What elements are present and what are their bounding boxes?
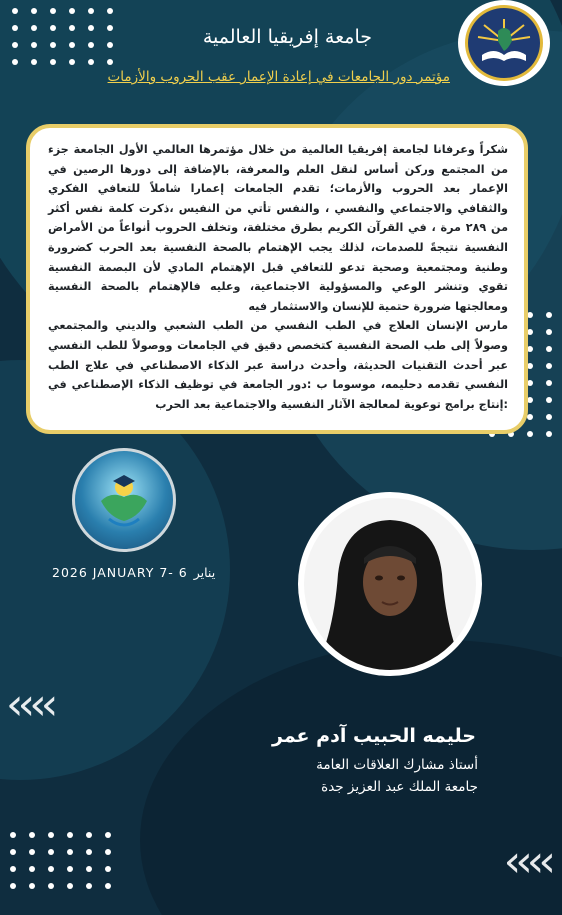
hands-graduate-badge-icon bbox=[72, 448, 176, 552]
statement-card bbox=[26, 124, 528, 434]
speaker-organization: جامعة الملك عبد العزيز جدة bbox=[321, 779, 478, 795]
conference-title: مؤتمر دور الجامعات في إعادة الإعمار عقب الحروب والأزمات bbox=[107, 69, 450, 85]
event-date bbox=[52, 565, 215, 580]
speaker-name: حليمه الحبيب آدم عمر bbox=[272, 725, 476, 747]
statement-paragraph: مارس الإنسان العلاج في الطب النفسي من الطب الشعبي والديني والمجتمعي وصولاً إلى طب الصحة النفسية كتخصص دقيق في الجامعات ووصولاً للطب النفسي عبر أحدث التقنيات الحديثة، وأحدث دراسة عبر الذكاء الاصطناعي في علاج الطب النفسي تقدمه دحليمه، موسوما ب :دور الجامعة في توظيف الذكاء الإصطناعي في :إنتاج برامج توعوية لمعالجة الآثار النفسية والاجتماعية بعد الحرب bbox=[48, 319, 508, 411]
dot-pattern-bottom-left bbox=[10, 832, 111, 889]
university-name: جامعة إفريقيا العالمية bbox=[202, 26, 372, 48]
statement-paragraph: شكراً وعرفانا لجامعة إفريقيا العالمية من خلال مؤتمرها العالمي الأول الجامعة جزء من المجتمع وركن أساس لنقل العلم والمعرفة، بالإضافة إلى دورها الرصين في الإعمار بعد الحروب والأزمات؛ تقدم الجامعات إعمارا شاملاً للتعافي الفكري والثقافي والاجتماعي والنفسي ، والنفس تأتي من النفيس ،ذكرت كلمة نفس أكثر من ٢٨٩ مرة ، في القرآن الكريم بطرق مختلفة، وتخلف الحروب أنواعاً من الأمراض النفسية نتيجةً للصدمات، لذلك يجب الإهتمام بالصحة النفسية بعد الحرب كضرورة وطنية ومجتمعية وصحية تدعو للتعافي قبل الإهتمام المادي لأن البصمة النفسية تقوي وتنشر الوعي والمسؤولية الاجتماعية، وعليه فالإهتمام بالصحة النفسية ومعالجتها ضرورة حتمية للإنسان والاستثمار فيه bbox=[48, 143, 508, 313]
university-crest-icon bbox=[458, 0, 550, 86]
speaker-photo-frame bbox=[298, 492, 482, 676]
speaker-photo bbox=[304, 498, 476, 670]
event-date-arabic: يناير bbox=[193, 565, 216, 580]
dot-pattern-top-left bbox=[12, 8, 113, 65]
chevrons-right-decoration: ‹‹‹‹ bbox=[503, 836, 550, 887]
speaker-role: أستاذ مشارك العلاقات العامة bbox=[316, 757, 478, 773]
event-date-english: 2026 JANUARY 7- 6 bbox=[52, 565, 188, 580]
chevrons-left-decoration: ‹‹‹‹ bbox=[6, 679, 53, 730]
background-shape bbox=[140, 640, 562, 915]
